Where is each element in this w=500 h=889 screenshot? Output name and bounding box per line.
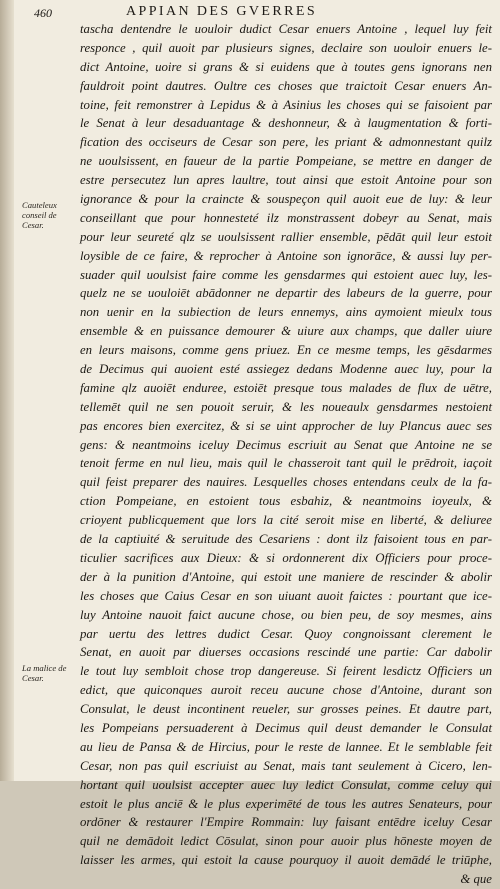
text-line: tascha dentendre le uouloir dudict Cesar enuers Antoine , lequel luy feit xyxy=(80,22,492,36)
text-line: le tout luy sembloit chose trop dangereuse. Si feirent lesdictz Officiers un xyxy=(80,664,492,679)
text-line: dict Antoine, uoire si grans & si euidens que à toutes gens ignorans nen xyxy=(80,59,492,74)
text-line: hortant quil uoulsist accepter auec luy ledict Consulat, comme celuy qui xyxy=(80,777,492,792)
margin-note-counsel: Cauteleux conseil de Cesar. xyxy=(22,200,57,230)
text-line: ensemble & en puissance demourer & uiure aux champs, que daller uiure xyxy=(80,324,492,339)
text-line: ordōner & restaurer l'Empire Rommain: luy faisant entēdre iceluy Cesar xyxy=(80,815,492,830)
text-line: au lieu de Pansa & de Hircius, pour le reste de lannee. Et le semblable feit xyxy=(80,739,492,754)
text-line: en leurs maisons, comme gens priuez. En ce mesme temps, les gēsdarmes xyxy=(80,343,492,358)
text-line: quil ne demādoit ledict Cōsulat, sinon pour auoir plus hōneste moyen de xyxy=(80,834,492,849)
gutter-shadow xyxy=(0,0,14,781)
running-title: APPIAN DES GVERRES xyxy=(126,4,317,19)
text-line: toine, feit remonstrer à Lepidus & à Asinius les choses qui se faisoient par xyxy=(80,97,492,112)
text-line: luy Antoine nauoit faict aucune chose, ou bien peu, de soy mesmes, ains xyxy=(80,607,492,622)
text-line: ne uoulsissent, en faueur de la partie Pompeiane, se mettre en danger de xyxy=(80,154,492,169)
text-line: & que xyxy=(460,872,492,887)
text-line: pour leur seureté qlz se uoulsissent rallier ensemble, pēdāt quil leur estoit xyxy=(80,229,492,244)
text-line: non uenir en la subiection de leurs ennemys, ains aymoient mieulx tous xyxy=(80,305,492,320)
text-line: edict, que quiconques auroit receu aucune chose d'Antoine, durant son xyxy=(80,683,492,698)
text-line: conseillant que pour honnesteté ilz monstrassent dobeyr au Senat, mais xyxy=(80,210,492,225)
text-line: der à la punition d'Antoine, qui estoit une maniere de rescinder & abolir xyxy=(80,569,492,584)
text-line: le Senat à leur desaduantage & deshonneur, & à laugmentation & forti- xyxy=(80,116,492,131)
text-line: ction Pompeiane, en estoient tous esbahiz, & neantmoins ioyeulx, & xyxy=(80,494,492,509)
text-line: suader quil uoulsist faire comme les gensdarmes qui estoient auec luy, les- xyxy=(80,267,492,282)
text-line: par uertu des lettres dudict Cesar. Quoy congnoissant clerement le xyxy=(80,626,492,641)
text-line: gens: & neantmoins iceluy Decimus escriuit au Senat que Antoine ne se xyxy=(80,437,492,452)
text-line: laisser les armes, qui estoit la cause pourquoy il auoit demādé le triūphe, xyxy=(80,853,492,868)
text-line: famine qlz auoiēt enduree, estoiēt presque tous malades de flux de uētre, xyxy=(80,380,492,395)
text-line: les Pompeians persuaderent à Decimus quil deust demander le Consulat xyxy=(80,720,492,735)
page-number: 460 xyxy=(34,6,52,20)
text-line: tenoit ferme en nul lieu, mais quil le chasseroit tant quil le prēdroit, iaçoit xyxy=(80,456,492,471)
text-line: Senat, en auoit par diuerses occasions rescindé une partie: Car dabolir xyxy=(80,645,492,660)
text-line: ticulier sacrifices aux Dieux: & si ordonnerent dix Officiers pour proce- xyxy=(80,550,492,565)
text-line: pas encores bien exercitez, & si se uint approcher de luy Plancus auec ses xyxy=(80,418,492,433)
text-line: Cesar, non pas quil escriuist au Senat, mais tant seulement à Cicero, len- xyxy=(80,758,492,773)
text-line: les choses que Caius Cesar en son uiuant auoit faictes : pourtant que ice- xyxy=(80,588,492,603)
text-line: Consulat, le deust incontinent reueler, sur grosses peines. Et dautre part, xyxy=(80,702,492,717)
text-line: quelz ne se uouloiēt abādonner ne departir des labeurs de la guerre, pour xyxy=(80,286,492,301)
text-line: de Decimus qui auoient esté assiegez dedans Modenne auec luy, pour la xyxy=(80,362,492,377)
text-line: quil feist preparer des nauires. Lesquelles choses entendans ceulx de la fa- xyxy=(80,475,492,490)
text-line: estoit le plus anciē & le plus experimēté de tous les autres Senateurs, pour xyxy=(80,796,492,811)
body-text xyxy=(80,20,492,889)
text-line: fauldroit point dautres. Oultre ces choses que traictoit Cesar enuers An- xyxy=(80,78,492,93)
text-line: responce , quil auoit par plusieurs signes, declaire son uouloir enuers le- xyxy=(80,40,492,55)
text-line: crioyent publicquement que lors la cité seroit mise en liberté, & deliuree xyxy=(80,513,492,528)
text-line: ignorance & pour la craincte & souspeçon quil auoit eue de luy: & leur xyxy=(80,192,492,207)
text-line: fication des occiseurs de Cesar son pere, les priant & admonnestant quilz xyxy=(80,135,492,150)
text-line: tellemēt quil ne sen pouoit seruir, & les noueaulx gensdarmes nestoient xyxy=(80,399,492,414)
margin-note-malice: La malice de Cesar. xyxy=(22,663,67,683)
text-line: loysible de ce faire, & reprocher à Antoine son ignorāce, & aussi luy per- xyxy=(80,248,492,263)
text-line: estre persecutez lun apres laultre, tout ainsi que estoit Antoine pour son xyxy=(80,173,492,188)
text-line: de la captiuité & seruitude des Cesariens : dont ilz faisoient tous en par- xyxy=(80,532,492,547)
